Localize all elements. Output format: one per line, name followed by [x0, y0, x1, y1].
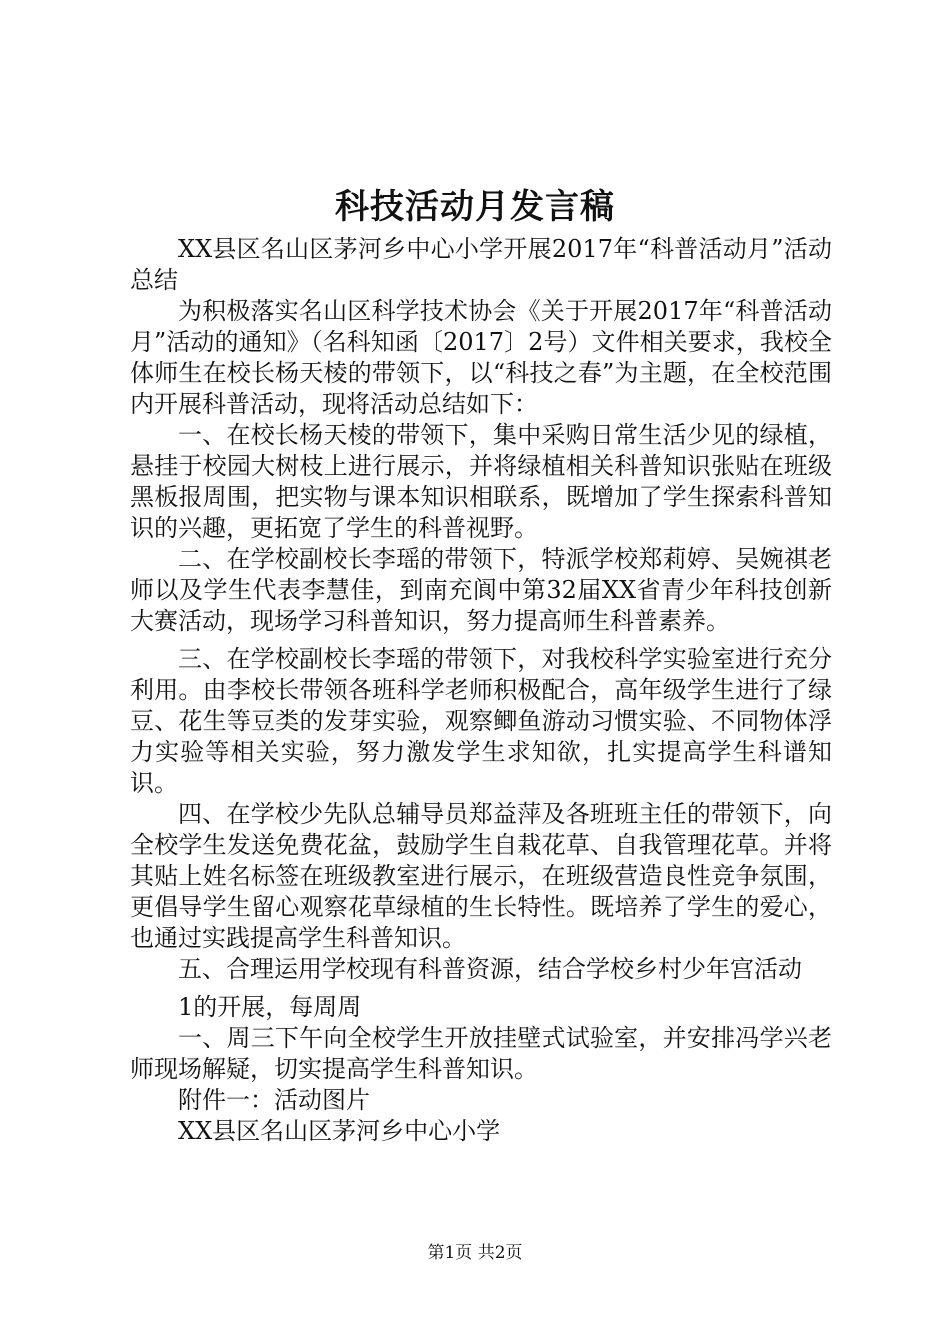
page-footer: 第1页 共2页: [427, 1243, 523, 1263]
paragraph-item-5: 五、合理运用学校现有科普资源，结合学校乡村少年宫活动: [178, 955, 802, 983]
paragraph-item-5-cont: 1的开展，每周周: [178, 993, 362, 1021]
document-title: 科技活动月发言稿: [335, 187, 615, 227]
paragraph-item-3: 三、在学校副校长李瑶的带领下，对我校科学实验室进行充分利用。由李校长带领各班科学老师积极配合，高年级学生进行了绿豆、花生等豆类的发芽实验，观察鲫鱼游动习惯实验、不同物体浮力实验等相关实验，努力激发学生求知欲，扎实提高学生科谱知识。: [130, 645, 832, 797]
paragraph-heading: XX县区名山区茅河乡中心小学开展2017年“科普活动月”活动总结: [130, 235, 832, 294]
paragraph-item-5-detail: 一、周三下午向全校学生开放挂壁式试验室，并安排冯学兴老师现场解疑，切实提高学生科普知识。: [130, 1024, 832, 1083]
paragraph-signature: XX县区名山区茅河乡中心小学: [178, 1117, 501, 1145]
paragraph-item-4: 四、在学校少先队总辅导员郑益萍及各班班主任的带领下，向全校学生发送免费花盆，鼓励学生自栽花草、自我管理花草。并将其贴上姓名标签在班级教室进行展示，在班级营造良性竞争氛围，更倡导学生留心观察花草绿植的生长特性。既培养了学生的爱心，也通过实践提高学生科普知识。: [130, 800, 832, 952]
document-body: [130, 234, 832, 1147]
paragraph-item-2: 二、在学校副校长李瑶的带领下，特派学校郑莉婷、吴婉祺老师以及学生代表李慧佳，到南充阆中第32届XX省青少年科技创新大赛活动，现场学习科普知识，努力提高师生科普素养。: [130, 545, 832, 635]
paragraph-attachment: 附件一：活动图片: [178, 1086, 370, 1114]
paragraph-item-1: 一、在校长杨天棱的带领下，集中采购日常生活少见的绿植，悬挂于校园大树枝上进行展示，并将绿植相关科普知识张贴在班级黑板报周围，把实物与课本知识相联系，既增加了学生探索科普知识的兴趣，更拓宽了学生的科普视野。: [130, 421, 832, 542]
paragraph-intro: 为积极落实名山区科学技术协会《关于开展2017年“科普活动月”活动的通知》（名科知函〔2017〕2号）文件相关要求，我校全体师生在校长杨天棱的带领下，以“科技之春”为主题，在全校范围内开展科普活动，现将活动总结如下：: [130, 297, 832, 418]
